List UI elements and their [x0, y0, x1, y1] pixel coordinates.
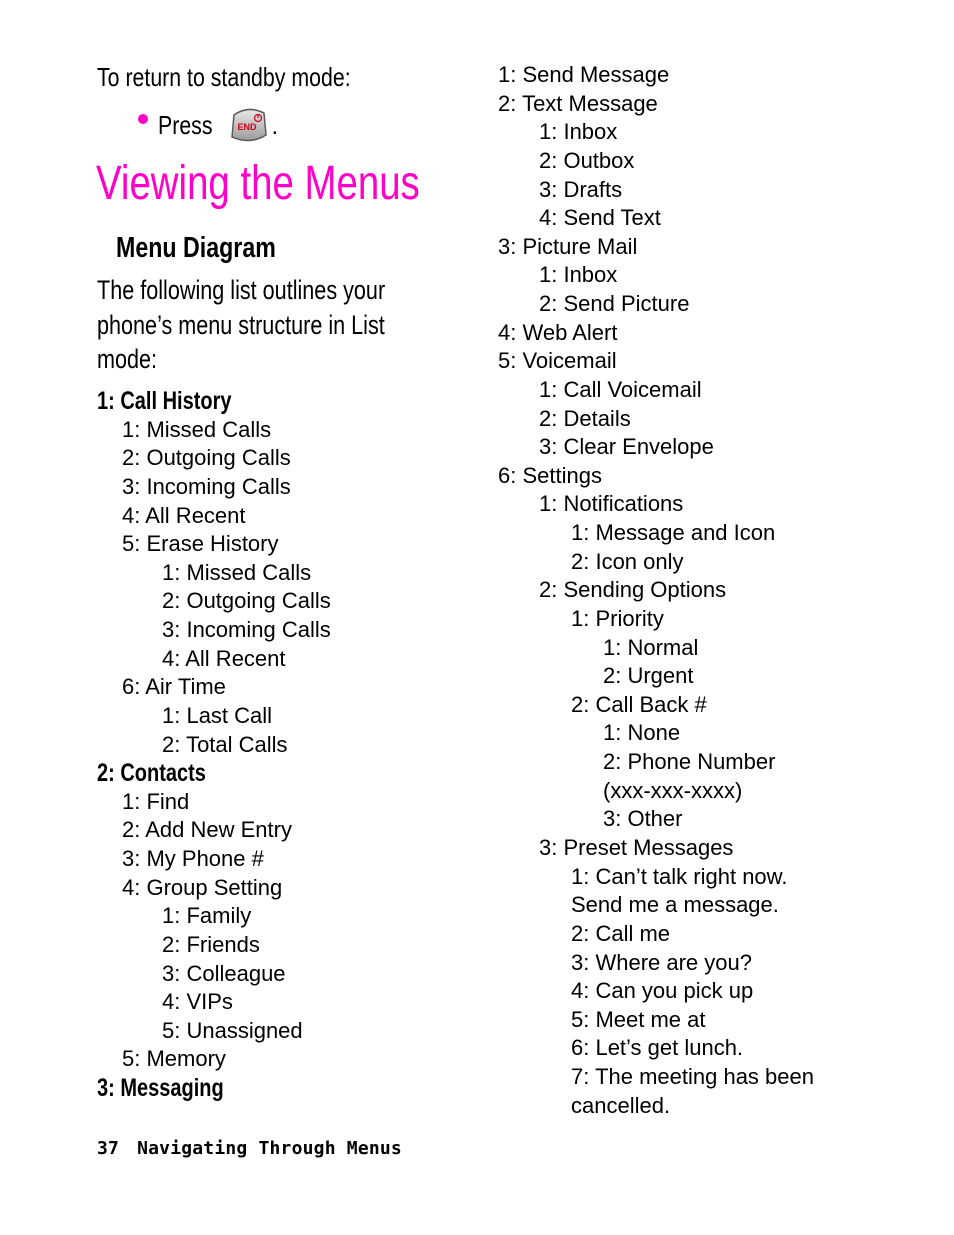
menu-item: 1: Can’t talk right now. — [571, 863, 788, 889]
menu-item: 1: Inbox — [539, 262, 618, 288]
menu-item: 6: Air Time — [122, 674, 226, 700]
menu-item: 3: Preset Messages — [539, 835, 734, 860]
menu-item: 1: Call Voicemail — [539, 376, 702, 402]
menu-item: 3: Colleague — [162, 960, 286, 986]
menu-item: 5: Meet me at — [571, 1006, 706, 1032]
menu-item: 2: Call me — [571, 920, 671, 946]
menu-item: 1: Missed Calls — [162, 559, 312, 585]
end-key-label: END — [237, 122, 257, 132]
menu-item: 4: Group Setting — [122, 874, 283, 900]
page-footer — [97, 1138, 402, 1160]
menu-item: 3: Drafts — [539, 176, 623, 202]
menu-item: 4: Send Text — [539, 205, 661, 231]
press-end-step — [138, 105, 278, 145]
sub-title: Menu Diagram — [116, 232, 276, 264]
menu-item: 2: Text Message — [498, 90, 658, 116]
description-line: The following list outlines your — [97, 275, 386, 305]
menu-item: 3: Picture Mail — [498, 233, 638, 259]
period: . — [271, 113, 279, 140]
menu-item: 1: Send Message — [498, 62, 670, 87]
menu-item: 2: Details — [539, 405, 631, 431]
menu-item: 1: Message and Icon — [571, 520, 776, 546]
menu-item: 1: Last Call — [162, 702, 273, 728]
menu-item: 3: My Phone # — [122, 846, 264, 872]
section-title: Viewing the Menus — [96, 157, 420, 210]
bullet-icon — [138, 114, 148, 124]
menu-item: 5: Voicemail — [498, 348, 617, 374]
menu-item: 4: VIPs — [162, 989, 233, 1015]
menu-item: 3: Where are you? — [571, 949, 752, 975]
menu-item: 2: Add New Entry — [122, 817, 292, 843]
menu-item: 3: Incoming Calls — [122, 473, 291, 499]
menu-item: 1: Normal — [603, 634, 699, 660]
menu-item: 7: The meeting has been — [571, 1064, 814, 1090]
menu-item: 1: Priority — [571, 605, 664, 631]
menu-item: 4: All Recent — [162, 645, 286, 671]
menu-item: 2: Friends — [162, 931, 260, 957]
menu-heading: 3: Messaging — [97, 1074, 224, 1103]
menu-item: Send me a message. — [571, 892, 779, 918]
menu-item: 1: Missed Calls — [122, 416, 272, 442]
menu-item: 2: Outgoing Calls — [122, 445, 291, 471]
menu-item: 2: Outbox — [539, 147, 635, 173]
menu-item: 4: Can you pick up — [571, 978, 754, 1004]
standby-instruction: To return to standby mode: — [97, 62, 351, 92]
description — [97, 273, 433, 377]
menu-item: 1: Find — [122, 788, 190, 814]
end-key-icon — [228, 107, 268, 143]
menu-item: 3: Other — [603, 806, 683, 832]
menu-heading: 2: Contacts — [97, 759, 206, 788]
menu-item: 2: Total Calls — [162, 731, 288, 757]
menu-item: 2: Call Back # — [571, 691, 707, 717]
menu-item: 2: Send Picture — [539, 291, 690, 317]
press-label: Press — [158, 109, 213, 140]
description-line: mode: — [97, 344, 158, 374]
menu-item: 5: Memory — [122, 1046, 226, 1072]
menu-item: 4: Web Alert — [498, 319, 618, 345]
menu-item: 3: Clear Envelope — [539, 434, 714, 460]
menu-heading: 1: Call History — [97, 387, 232, 415]
menu-item: 4: All Recent — [122, 502, 246, 528]
menu-item: 1: None — [603, 720, 681, 746]
menu-item: 5: Erase History — [122, 531, 279, 557]
menu-item: 1: Inbox — [539, 119, 618, 145]
menu-item: 2: Icon only — [571, 548, 684, 574]
menu-item: (xxx-xxx-xxxx) — [603, 777, 743, 803]
menu-item: 2: Phone Number — [603, 749, 776, 775]
chapter-title: Navigating Through Menus — [137, 1138, 402, 1159]
menu-item: 6: Let’s get lunch. — [571, 1035, 744, 1061]
menu-item: 1: Notifications — [539, 491, 684, 517]
menu-item: 5: Unassigned — [162, 1017, 303, 1043]
menu-item: 6: Settings — [498, 462, 602, 488]
menu-item: 2: Sending Options — [539, 577, 727, 603]
menu-item: 2: Urgent — [603, 663, 694, 689]
menu-item: 1: Family — [162, 903, 252, 929]
page-number: 37 — [97, 1138, 120, 1159]
menu-item: 3: Incoming Calls — [162, 617, 331, 643]
description-line: phone’s menu structure in List — [97, 309, 385, 340]
menu-item: cancelled. — [571, 1092, 671, 1118]
menu-item: 2: Outgoing Calls — [162, 588, 331, 614]
